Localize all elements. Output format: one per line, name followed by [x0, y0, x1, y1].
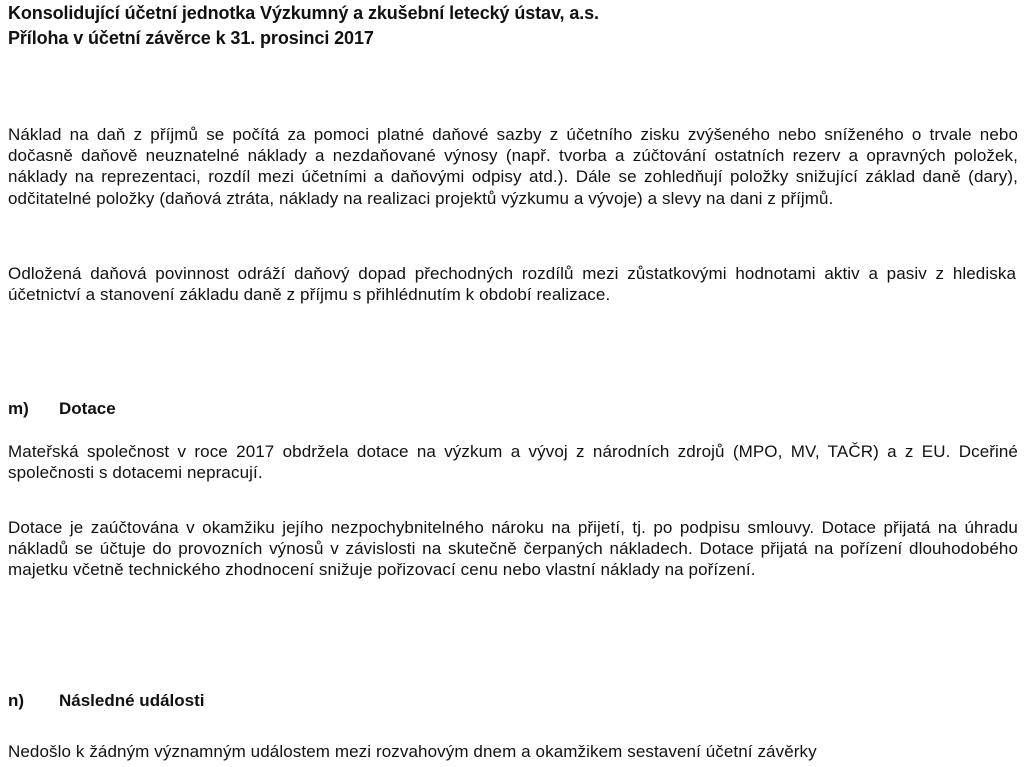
dotace-paragraph-2: Dotace je zaúčtována v okamžiku jejího nezpochybnitelného nároku na přijetí, tj. po podpisu smlouvy. Dotace přijatá na úhradu nákladů se účtuje do provozních výnosů v závislosti na skutečně čerpaných nákladech. Dotace přijatá na pořízení dlouhodobého majetku včetně technického zhodnocení snižuje pořizovací cenu nebo vlastní náklady na pořízení.	[8, 518, 1018, 580]
tax-paragraph-1: Náklad na daň z příjmů se počítá za pomoci platné daňové sazby z účetního zisku zvýšeného nebo sníženého o trvale nebo dočasně daňově neuznatelné náklady a nezdaňované výnosy (např. tvorba a zúčtování ostatních rezerv a opravných položek, náklady na reprezentaci, rozdíl mezi účetními a daňovými odpisy atd.). Dále se zohledňují položky snižující základ daně (dary), odčitatelné položky (daňová ztráta, náklady na realizaci projektů výzkumu a vývoje) a slevy na dani z příjmů.	[8, 125, 1018, 208]
section-letter: m)	[8, 399, 29, 418]
section-title: Následné události	[59, 691, 205, 710]
section-heading-nasledne-udalosti	[8, 690, 204, 712]
document-header-title: Konsolidující účetní jednotka Výzkumný a zkušební letecký ústav, a.s.	[8, 3, 599, 23]
nasledne-udalosti-paragraph: Nedošlo k žádným významným událostem mezi rozvahovým dnem a okamžikem sestavení účetní závěrky	[8, 742, 817, 761]
section-title: Dotace	[59, 399, 116, 418]
section-heading-dotace	[8, 398, 116, 420]
section-letter: n)	[8, 691, 25, 710]
dotace-paragraph-1: Mateřská společnost v roce 2017 obdržela dotace na výzkum a vývoj z národních zdrojů (MPO, MV, TAČR) a z EU. Dceřiné společnosti s dotacemi nepracují.	[8, 442, 1018, 483]
document-header-subtitle: Příloha v účetní závěrce k 31. prosinci 2017	[8, 28, 374, 48]
tax-paragraph-2: Odložená daňová povinnost odráží daňový dopad přechodných rozdílů mezi zůstatkovými hodnotami aktiv a pasiv z hlediska účetnictví a stanovení základu daně z příjmu s přihlédnutím k období realizace.	[8, 264, 1016, 305]
